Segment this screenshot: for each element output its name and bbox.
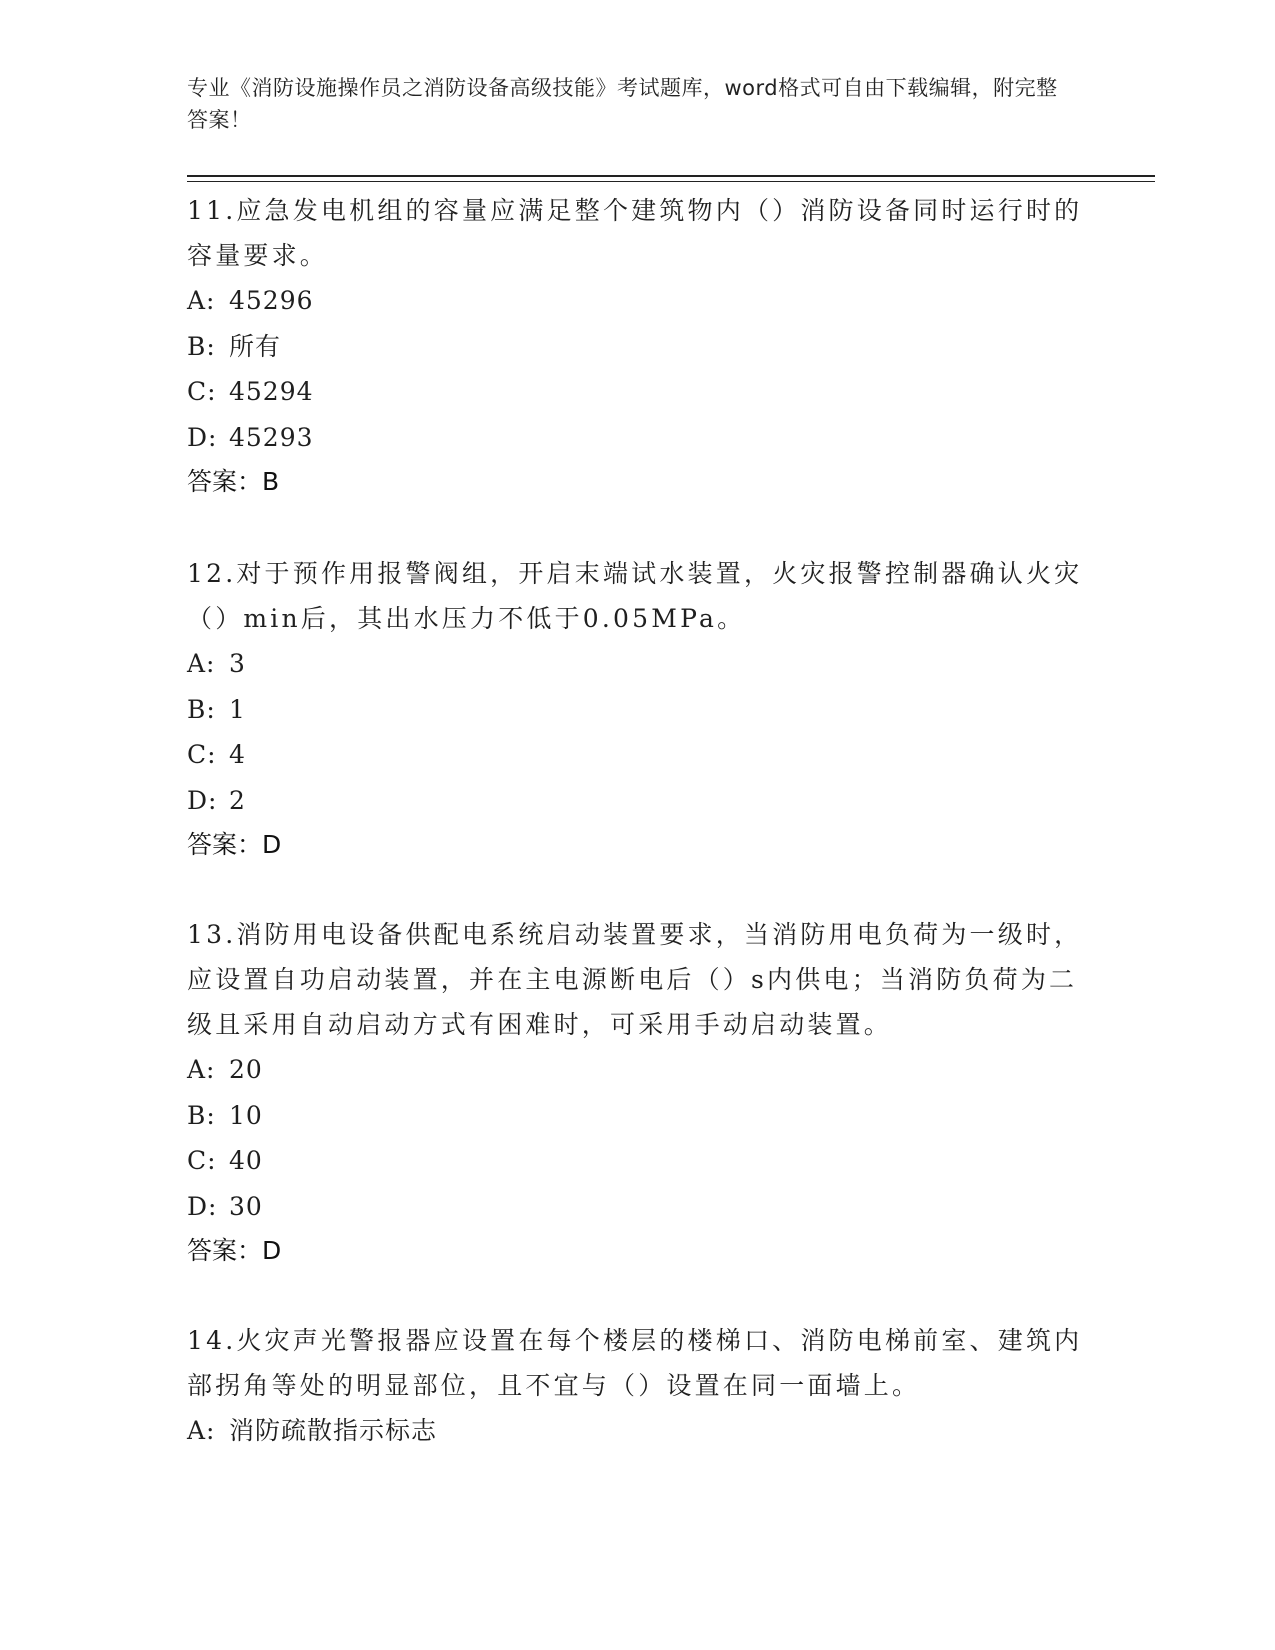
option-text: 45296 (229, 286, 314, 315)
option-text: 45294 (229, 377, 314, 406)
option-a (187, 1047, 1087, 1093)
question-14 (187, 1318, 1087, 1454)
document-header-text: 专业《消防设施操作员之消防设备高级技能》考试题库，word格式可自由下载编辑，附完整答案！ (187, 76, 1058, 132)
option-b (187, 324, 1087, 370)
option-key: A: (187, 1055, 216, 1084)
option-text: 20 (229, 1055, 263, 1084)
option-text: 45293 (229, 422, 314, 452)
question-stem: 14.火灾声光警报器应设置在每个楼层的楼梯口、消防电梯前室、建筑内部拐角等处的明显部位，且不宜与（）设置在同一面墙上。 (187, 1326, 1083, 1400)
option-a (187, 641, 1087, 687)
option-key: B: (187, 1100, 216, 1130)
option-key: C: (187, 377, 217, 406)
header-divider-thick (187, 175, 1155, 177)
question-stem: 11.应急发电机组的容量应满足整个建筑物内（）消防设备同时运行时的容量要求。 (187, 196, 1083, 270)
option-d (187, 415, 1087, 461)
option-key: A: (187, 649, 216, 678)
option-key: C: (187, 740, 217, 769)
option-key: B: (187, 694, 216, 724)
option-key: A: (187, 286, 216, 315)
question-11 (187, 188, 1087, 504)
option-a (187, 1408, 1087, 1454)
option-text: 3 (229, 649, 246, 678)
option-c (187, 369, 1087, 415)
answer-line: 答案：D (187, 830, 282, 859)
option-text: 40 (229, 1146, 263, 1175)
answer-line: 答案：D (187, 1236, 282, 1265)
option-text: 4 (229, 740, 246, 769)
option-key: D: (187, 422, 218, 452)
option-c (187, 732, 1087, 778)
option-key: C: (187, 1146, 217, 1175)
option-text: 1 (229, 694, 246, 724)
question-12 (187, 551, 1087, 867)
option-text: 消防疏散指示标志 (229, 1416, 438, 1445)
option-text: 所有 (229, 331, 282, 361)
question-stem: 12.对于预作用报警阀组，开启末端试水装置，火灾报警控制器确认火灾（）min后，其出水压力不低于0.05MPa。 (187, 559, 1083, 633)
answer-line: 答案：B (187, 467, 280, 496)
option-b (187, 1093, 1087, 1139)
option-key: D: (187, 1191, 218, 1221)
option-d (187, 778, 1087, 824)
option-c (187, 1138, 1087, 1184)
option-text: 30 (229, 1191, 263, 1221)
option-key: B: (187, 331, 216, 361)
question-stem: 13.消防用电设备供配电系统启动装置要求，当消防用电负荷为一级时，应设置自功启动装置，并在主电源断电后（）s内供电；当消防负荷为二级且采用自动启动方式有困难时，可采用手动启动装置。 (187, 920, 1083, 1039)
header-divider-thin (187, 181, 1155, 182)
question-13 (187, 912, 1087, 1273)
option-a (187, 278, 1087, 324)
option-d (187, 1184, 1087, 1230)
option-key: D: (187, 785, 218, 815)
option-b (187, 687, 1087, 733)
option-text: 2 (229, 785, 246, 815)
option-key: A: (187, 1416, 216, 1445)
option-text: 10 (229, 1100, 263, 1130)
